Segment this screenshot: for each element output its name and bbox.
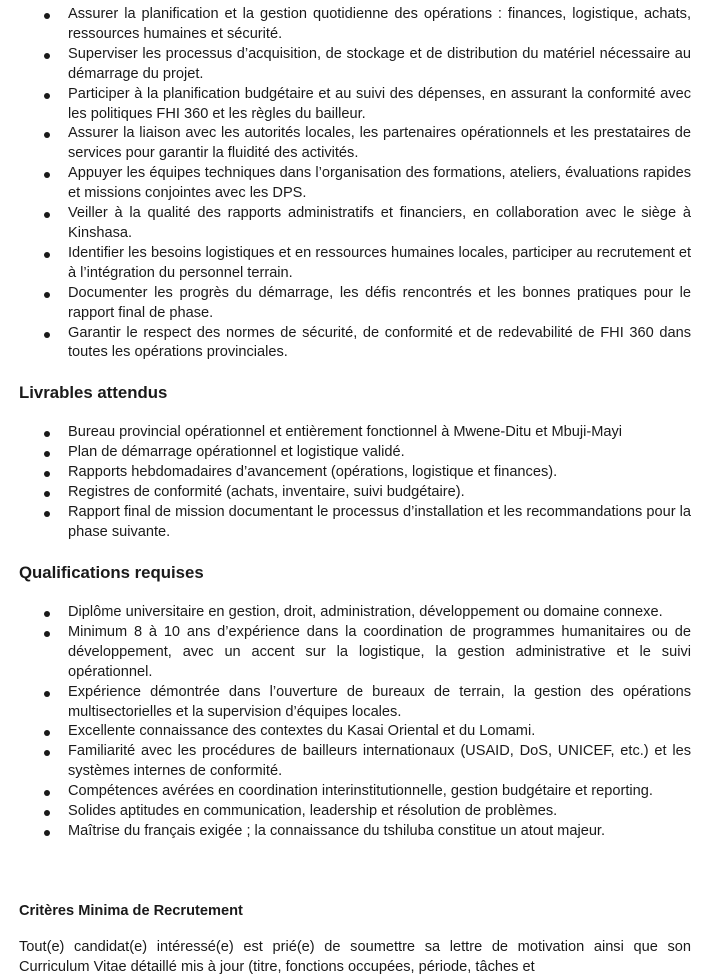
list-item: Garantir le respect des normes de sécurité, de conformité et de redevabilité de FHI 360 dans toutes les opérations provinciales. — [0, 324, 711, 364]
list-item: Solides aptitudes en communication, leadership et résolution de problèmes. — [0, 802, 711, 822]
list-item: Assurer la planification et la gestion quotidienne des opérations : finances, logistique, achats, ressources humaines et sécurité. — [0, 5, 711, 45]
responsibilities-list — [0, 5, 711, 363]
list-item: Veiller à la qualité des rapports administratifs et financiers, en collaboration avec le siège à Kinshasa. — [0, 204, 711, 244]
list-item: Participer à la planification budgétaire et au suivi des dépenses, en assurant la conformité avec les politiques FHI 360 et les règles du bailleur. — [0, 85, 711, 125]
criteres-paragraph: Tout(e) candidat(e) intéressé(e) est prié(e) de soumettre sa lettre de motivation ainsi que son Curriculum Vitae détaillé mis à jour (titre, fonctions occupées, période, tâches et — [19, 939, 691, 975]
list-item: Registres de conformité (achats, inventaire, suivi budgétaire). — [0, 483, 711, 503]
qualifications-heading: Qualifications requises — [19, 563, 204, 582]
list-item: Bureau provincial opérationnel et entièrement fonctionnel à Mwene-Ditu et Mbuji-Mayi — [0, 423, 711, 443]
list-item: Superviser les processus d’acquisition, de stockage et de distribution du matériel nécessaire au démarrage du projet. — [0, 45, 711, 85]
list-item: Rapport final de mission documentant le processus d’installation et les recommandations pour la phase suivante. — [0, 503, 711, 543]
list-item: Maîtrise du français exigée ; la connaissance du tshiluba constitue un atout majeur. — [0, 822, 711, 842]
list-item: Appuyer les équipes techniques dans l’organisation des formations, ateliers, évaluations rapides et missions conjointes avec les DPS. — [0, 164, 711, 204]
livrables-heading: Livrables attendus — [19, 383, 168, 402]
list-item: Identifier les besoins logistiques et en ressources humaines locales, participer au recrutement et à l’intégration du personnel terrain. — [0, 244, 711, 284]
list-item: Minimum 8 à 10 ans d’expérience dans la coordination de programmes humanitaires ou de développement, avec un accent sur la logistique, la gestion administrative et le suivi opérationnel. — [0, 623, 711, 683]
list-item: Rapports hebdomadaires d’avancement (opérations, logistique et finances). — [0, 463, 711, 483]
livrables-list — [0, 423, 711, 542]
qualifications-list — [0, 603, 711, 842]
list-item: Documenter les progrès du démarrage, les défis rencontrés et les bonnes pratiques pour le rapport final de phase. — [0, 284, 711, 324]
list-item: Compétences avérées en coordination interinstitutionnelle, gestion budgétaire et reporting. — [0, 782, 711, 802]
criteres-heading: Critères Minima de Recrutement — [19, 903, 243, 919]
list-item: Plan de démarrage opérationnel et logistique validé. — [0, 443, 711, 463]
list-item: Diplôme universitaire en gestion, droit, administration, développement ou domaine connexe. — [0, 603, 711, 623]
list-item: Excellente connaissance des contextes du Kasai Oriental et du Lomami. — [0, 722, 711, 742]
list-item: Familiarité avec les procédures de bailleurs internationaux (USAID, DoS, UNICEF, etc.) et les systèmes internes de conformité. — [0, 742, 711, 782]
list-item: Expérience démontrée dans l’ouverture de bureaux de terrain, la gestion des opérations multisectorielles et la supervision d’équipes locales. — [0, 683, 711, 723]
list-item: Assurer la liaison avec les autorités locales, les partenaires opérationnels et les prestataires de services pour garantir la fluidité des activités. — [0, 124, 711, 164]
